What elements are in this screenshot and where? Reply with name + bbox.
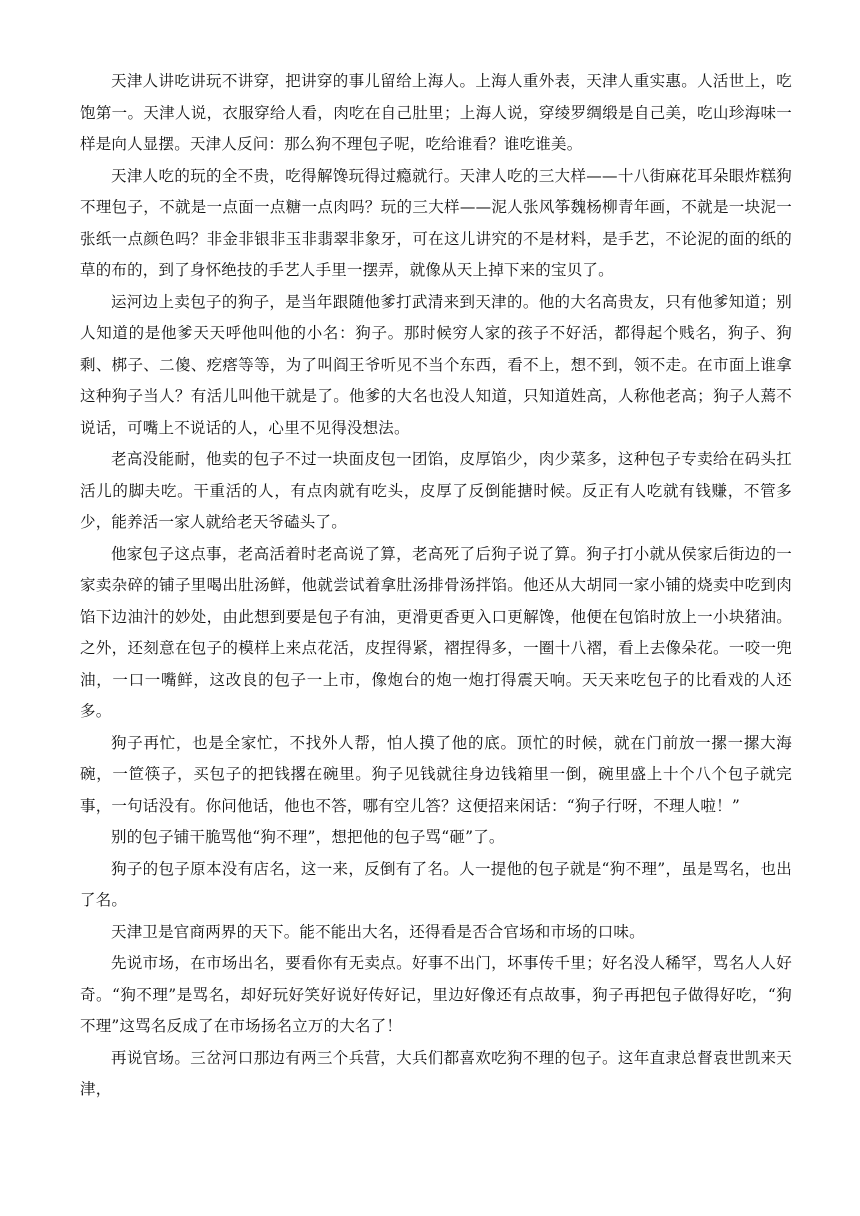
paragraph-6: 狗子再忙，也是全家忙，不找外人帮，怕人摸了他的底。顶忙的时候，就在门前放一摞一摞大海碗，一笸筷子，买包子的把钱撂在碗里。狗子见钱就往身边钱箱里一倒，碗里盛上十个八个包子就完事，一句话没有。你问他话，他也不答，哪有空儿答？这便招来闲话：“狗子行呀，不理人啦！” — [80, 733, 792, 815]
paragraph-8: 狗子的包子原本没有店名，这一来，反倒有了名。人一提他的包子就是“狗不理”，虽是骂名，也出了名。 — [80, 859, 792, 909]
paragraph-2: 天津人吃的玩的全不贵，吃得解馋玩得过瘾就行。天津人吃的三大样——十八街麻花耳朵眼炸糕狗不理包子，不就是一点面一点糖一点肉吗？玩的三大样——泥人张风筝魏杨柳青年画，不就是一块泥一张纸一点颜色吗？非金非银非玉非翡翠非象牙，可在这儿讲究的不是材料，是手艺，不论泥的面的纸的草的布的，到了身怀绝技的手艺人手里一摆弄，就像从天上掉下来的宝贝了。 — [80, 166, 792, 279]
paragraph-7: 别的包子铺干脆骂他“狗不理”，想把他的包子骂“砸”了。 — [111, 828, 505, 846]
article-body — [80, 66, 792, 1106]
paragraph-3: 运河边上卖包子的狗子，是当年跟随他爹打武清来到天津的。他的大名高贵友，只有他爹知道；别人知道的是他爹天天呼他叫他的小名：狗子。那时候穷人家的孩子不好活，都得起个贱名，狗子、狗剩、梆子、二傻、疙瘩等等，为了叫阎王爷听见不当个东西，看不上，想不到，领不走。在市面上谁拿这种狗子当人？有活儿叫他干就是了。他爹的大名也没人知道，只知道姓高，人称他老高；狗子人蔫不说话，可嘴上不说话的人，心里不见得没想法。 — [80, 292, 792, 437]
paragraph-1: 天津人讲吃讲玩不讲穿，把讲穿的事儿留给上海人。上海人重外表，天津人重实惠。人活世上，吃饱第一。天津人说，衣服穿给人看，肉吃在自己肚里；上海人说，穿绫罗绸缎是自己美，吃山珍海味一样是向人显摆。天津人反问：那么狗不理包子呢，吃给谁看？谁吃谁美。 — [80, 72, 792, 153]
paragraph-11: 再说官场。三岔河口那边有两三个兵营，大兵们都喜欢吃狗不理的包子。这年直隶总督袁世凯来天津， — [80, 1048, 792, 1098]
paragraph-9: 天津卫是官商两界的天下。能不能出大名，还得看是否合官场和市场的口味。 — [111, 922, 645, 941]
paragraph-5: 他家包子这点事，老高活着时老高说了算，老高死了后狗子说了算。狗子打小就从侯家后街边的一家卖杂碎的铺子里喝出肚汤鲜，他就尝试着拿肚汤排骨汤拌馅。他还从大胡同一家小铺的烧卖中吃到肉馅下边油汁的妙处，由此想到要是包子有油，更滑更香更入口更解馋，他便在包馅时放上一小块猪油。之外，还刻意在包子的模样上来点花活，皮捏得紧，褶捏得多，一圈十八褶，看上去像朵花。一咬一兜油，一口一嘴鲜，这改良的包子一上市，像炮台的炮一炮打得震天响。天天来吃包子的比看戏的人还多。 — [80, 544, 792, 720]
paragraph-10: 先说市场，在市场出名，要看你有无卖点。好事不出门，坏事传千里；好名没人稀罕，骂名人人好奇。“狗不理”是骂名，却好玩好笑好说好传好记，里边好像还有点故事，狗子再把包子做得好吃，“狗不理”这骂名反成了在市场扬名立万的大名了！ — [80, 954, 792, 1035]
paragraph-4: 老高没能耐，他卖的包子不过一块面皮包一团馅，皮厚馅少，肉少菜多，这种包子专卖给在码头扛活儿的脚夫吃。干重活的人，有点肉就有吃头，皮厚了反倒能搪时候。反正有人吃就有钱赚，不管多少，能养活一家人就给老天爷磕头了。 — [80, 450, 792, 531]
